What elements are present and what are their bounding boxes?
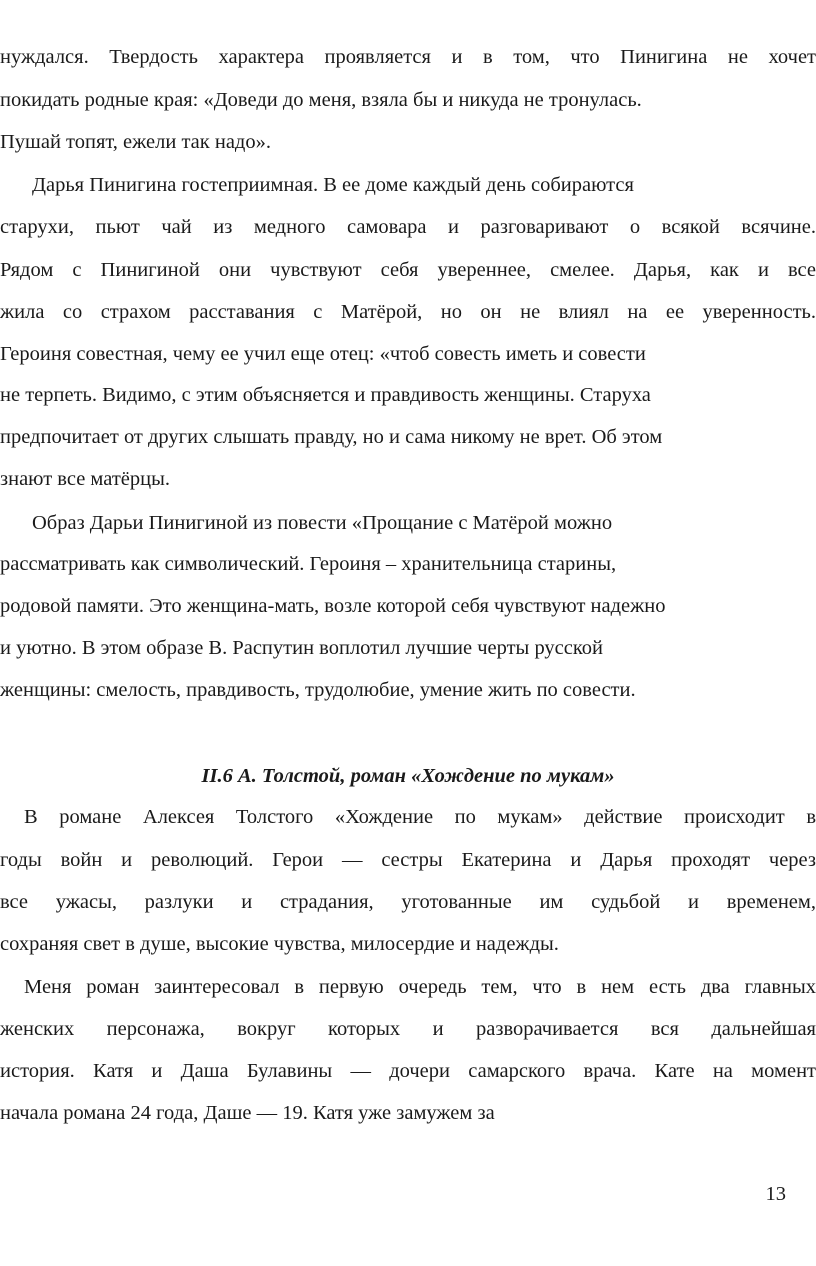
paragraph-2-line-4: жила со страхом расставания с Матёрой, но он не влиял на ее уверенность.: [0, 301, 816, 323]
paragraph-3-line-3: родовой памяти. Это женщина-мать, возле которой себя чувствуют надежно: [0, 595, 666, 617]
paragraph-5-line-1: Меня роман заинтересовал в первую очередь тем, что в нем есть два главных: [24, 976, 816, 998]
page-number: 13: [765, 1183, 786, 1205]
paragraph-5-line-2: женских персонажа, вокруг которых и разворачивается вся дальнейшая: [0, 1018, 816, 1040]
paragraph-2-line-5: Героиня совестная, чему ее учил еще отец: «чтоб совесть иметь и совести: [0, 343, 646, 365]
paragraph-3-line-4: и уютно. В этом образе В. Распутин воплотил лучшие черты русской: [0, 637, 604, 659]
paragraph-4-line-1: В романе Алексея Толстого «Хождение по мукам» действие происходит в: [24, 806, 816, 828]
paragraph-1-line-1: нуждался. Твердость характера проявляется и в том, что Пинигина не хочет: [0, 46, 816, 68]
paragraph-5-line-4: начала романа 24 года, Даше — 19. Катя уже замужем за: [0, 1102, 495, 1124]
paragraph-3-line-1: Образ Дарьи Пинигиной из повести «Прощание с Матёрой можно: [32, 512, 613, 534]
paragraph-1-line-2: покидать родные края: «Доведи до меня, взяла бы и никуда не тронулась.: [0, 89, 642, 111]
paragraph-3-line-2: рассматривать как символический. Героиня – хранительница старины,: [0, 553, 617, 575]
paragraph-2-line-8: знают все матёрцы.: [0, 468, 171, 490]
paragraph-1-line-3: Пушай топят, ежели так надо».: [0, 131, 271, 153]
paragraph-4-line-3: все ужасы, разлуки и страдания, уготованные им судьбой и временем,: [0, 891, 816, 913]
paragraph-4-line-2: годы войн и революций. Герои — сестры Екатерина и Дарья проходят через: [0, 849, 816, 871]
paragraph-2-line-7: предпочитает от других слышать правду, но и сама никому не врет. Об этом: [0, 426, 663, 448]
paragraph-5-line-3: история. Катя и Даша Булавины — дочери самарского врача. Кате на момент: [0, 1060, 816, 1082]
section-heading: II.6 А. Толстой, роман «Хождение по мукам»: [201, 765, 615, 787]
paragraph-3-line-5: женщины: смелость, правдивость, трудолюбие, умение жить по совести.: [0, 679, 636, 701]
paragraph-4-line-4: сохраняя свет в душе, высокие чувства, милосердие и надежды.: [0, 933, 559, 955]
paragraph-2-line-3: Рядом с Пинигиной они чувствуют себя увереннее, смелее. Дарья, как и все: [0, 259, 816, 281]
paragraph-2-line-2: старухи, пьют чай из медного самовара и разговаривают о всякой всячине.: [0, 216, 816, 238]
paragraph-2-line-1: Дарья Пинигина гостеприимная. В ее доме каждый день собираются: [32, 174, 634, 196]
paragraph-2-line-6: не терпеть. Видимо, с этим объясняется и правдивость женщины. Старуха: [0, 384, 651, 406]
